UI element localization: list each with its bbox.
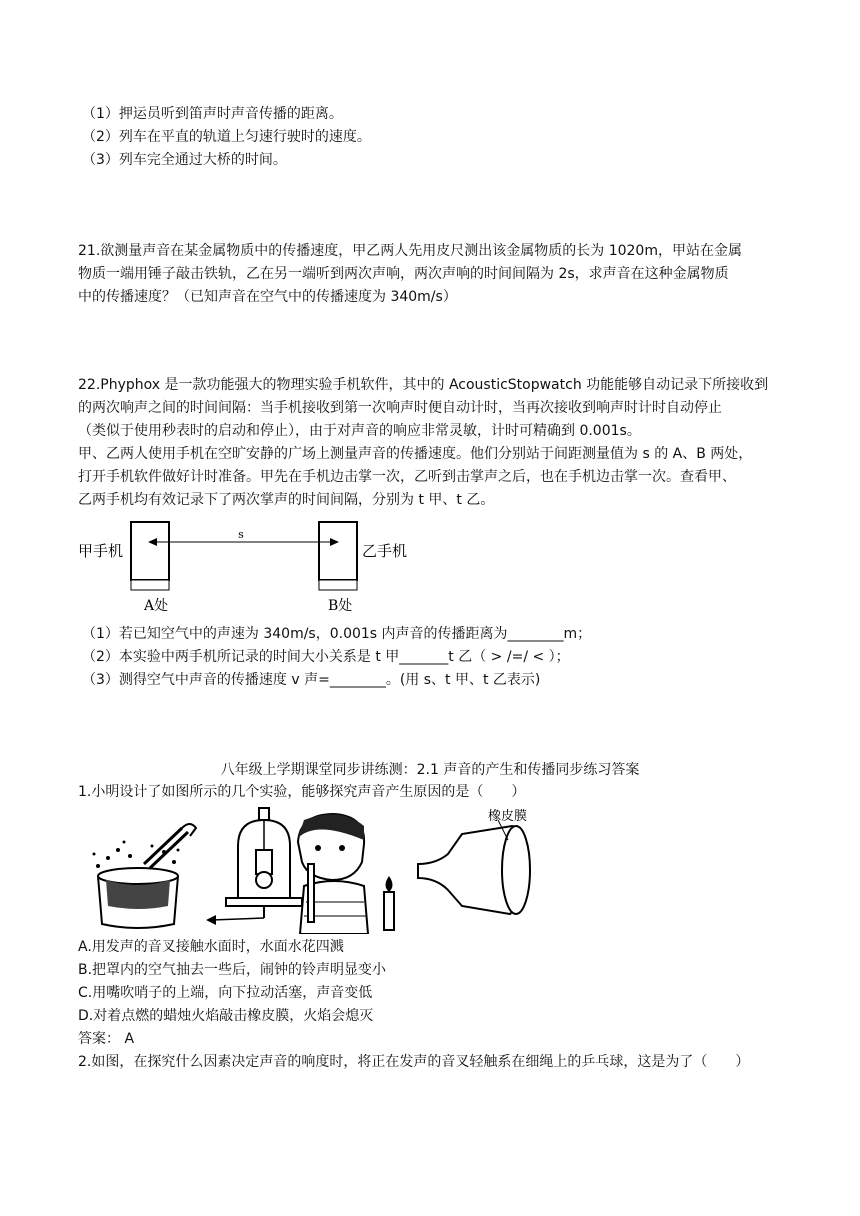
q21-line-2: 物质一端用锤子敲击铁轨，乙在另一端听到两次声响，两次声响的时间间隔为 2s，求声音在这种金属物质: [78, 266, 729, 282]
phones-distance-diagram: [78, 518, 418, 618]
distance-label: s: [238, 528, 244, 541]
q22-sub-1: （1）若已知空气中的声速为 340m/s，0.001s 内声音的传播距离为________m；: [82, 626, 592, 642]
phone-b-stand: [319, 580, 357, 590]
answer-q1-option-a: A.用发声的音叉接触水面时，水面水花四溅: [78, 939, 344, 955]
q22-line-4: 甲、乙两人使用手机在空旷安静的广场上测量声音的传播速度。他们分别站于间距测量值为 s 的 A、B 两处，: [78, 446, 753, 462]
answer-q1-option-c: C.用嘴吹哨子的上端，向下拉动活塞，声音变低: [78, 985, 373, 1001]
q22-line-3: （类似于使用秒表时的启动和停止），由于对声音的响应非常灵敏，计时可精确到 0.001s。: [78, 423, 641, 439]
q21-line-1: 21.欲测量声音在某金属物质中的传播速度，甲乙两人先用皮尺测出该金属物质的长为 1020m，甲站在金属: [78, 243, 742, 259]
membrane-drum-icon: [418, 820, 530, 914]
sound-experiments-figure: [78, 806, 548, 934]
answer-q1-question: 1.小明设计了如图所示的几个实验，能够探究声音产生原因的是（ ）: [78, 784, 526, 800]
answer-q1-answer: 答案： A: [78, 1031, 135, 1047]
q20-sub-1: （1）押运员听到笛声时声音传播的距离。: [82, 106, 343, 122]
position-a-label: A处: [144, 598, 169, 614]
left-phone-label: 甲手机: [78, 542, 124, 560]
answer-section-title: 八年级上学期课堂同步讲练测：2.1 声音的产生和传播同步练习答案: [220, 762, 640, 778]
answer-q1-option-d: D.对着点燃的蜡烛火焰敲击橡皮膜，火焰会熄灭: [78, 1008, 374, 1024]
phone-a-icon: [131, 522, 169, 580]
candle-icon: [384, 876, 394, 930]
q22-sub-2: （2）本实验中两手机所记录的时间大小关系是 t 甲_______t 乙（ > /=/ < ）；: [82, 649, 570, 665]
tuning-fork-water-icon: [93, 824, 197, 928]
position-b-label: B处: [328, 598, 353, 614]
q20-sub-3: （3）列车完全通过大桥的时间。: [82, 152, 287, 168]
q22-line-6: 乙两手机均有效记录下了两次掌声的时间间隔，分别为 t 甲、t 乙。: [78, 492, 495, 508]
boy-whistle-icon: [298, 814, 368, 934]
bell-jar-icon: [206, 808, 302, 925]
q22-line-2: 的两次响声之间的时间间隔：当手机接收到第一次响声时便自动计时，当再次接收到响声时计时自动停止: [78, 400, 722, 416]
q20-sub-2: （2）列车在平直的轨道上匀速行驶时的速度。: [82, 129, 371, 145]
phone-a-stand: [131, 580, 169, 590]
answer-q2-question: 2.如图，在探究什么因素决定声音的响度时，将正在发声的音叉轻触系在细绳上的乒乓球，这是为了（ ）: [78, 1054, 750, 1070]
phone-b-icon: [319, 522, 357, 580]
q21-line-3: 中的传播速度？（已知声音在空气中的传播速度为 340m/s）: [78, 289, 457, 305]
answer-q1-option-b: B.把罩内的空气抽去一些后，闹钟的铃声明显变小: [78, 962, 387, 978]
q22-line-1: 22.Phyphox 是一款功能强大的物理实验手机软件，其中的 AcousticStopwatch 功能能够自动记录下所接收到: [78, 377, 769, 393]
q22-line-5: 打开手机软件做好计时准备。甲先在手机边击掌一次，乙听到击掌声之后，也在手机边击掌一次。查看甲、: [78, 469, 736, 485]
membrane-label: 橡皮膜: [488, 809, 528, 824]
right-phone-label: 乙手机: [362, 542, 408, 560]
q22-sub-3: （3）测得空气中声音的传播速度 v 声=________。(用 s、t 甲、t 乙表示): [82, 672, 541, 688]
